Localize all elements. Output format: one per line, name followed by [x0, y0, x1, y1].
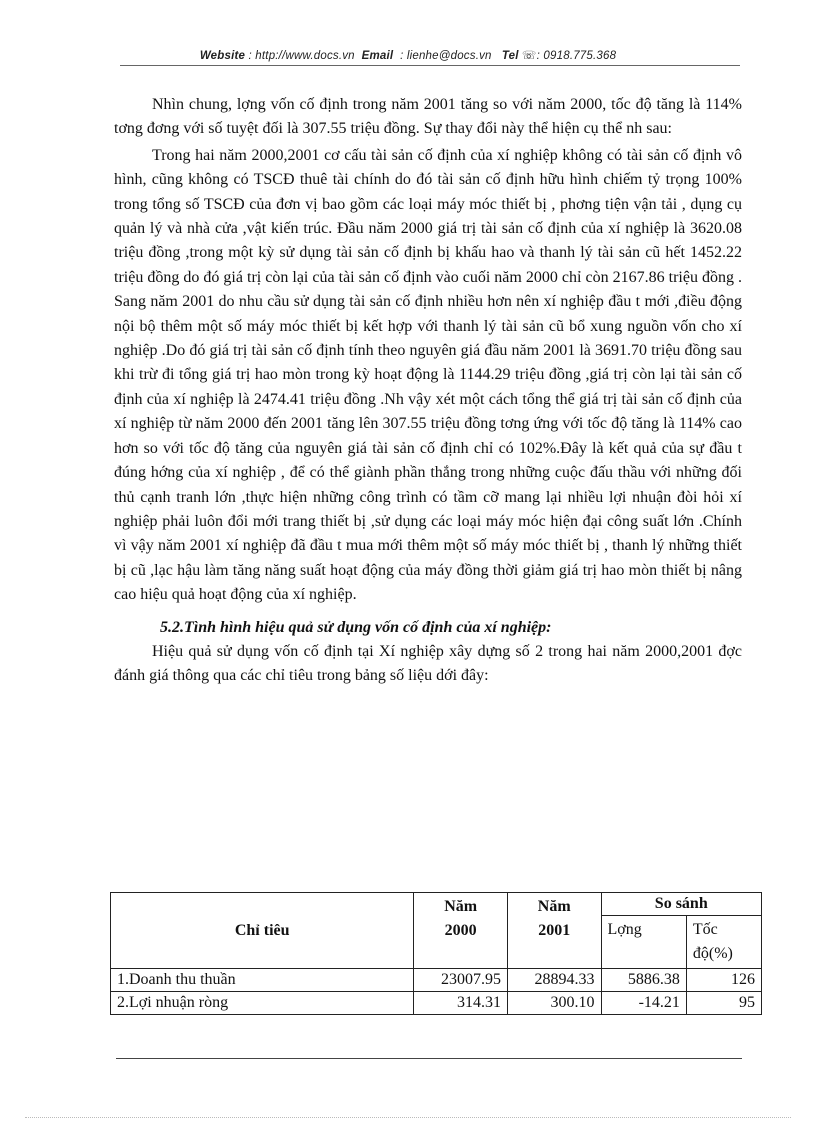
paragraph-2: Trong hai năm 2000,2001 cơ cấu tài sản cố định của xí nghiệp không có tài sản cố định vô hình, cũng không có TSCĐ thuê tài chính do đó tài sản cố định hữu hình chiếm tỷ trọng 100% trong tổng số TSCĐ của đơn vị bao gồm các loại máy móc thiết bị , phơng tiện vận tải , dụng cụ quản lý và nhà cửa ,vật kiến trúc. Đầu năm 2000 giá trị tài sản cố định của xí nghiệp là 3620.08 triệu đồng ,trong một kỳ sử dụng tài sản cố định bị khấu hao và thanh lý tài sản cũ hết 1452.22 triệu đồng do đó giá trị còn lại của tài sản cố định vào cuối năm 2000 chỉ còn 2167.86 triệu đồng . Sang năm 2001 do nhu cầu sử dụng tài sản cố định nhiều hơn nên xí nghiệp đầu t mới ,điều động nội bộ thêm một số máy móc thiết bị kết hợp với thanh lý tài sản cũ bổ xung nguồn vốn cho xí nghiệp .Do đó giá trị tài sản cố định tính theo nguyên giá đầu năm 2001 là 3691.70 triệu đồng sau khi trừ đi tổng giá trị hao mòn trong kỳ hoạt động là 1144.29 triệu đồng ,giá trị còn lại tài sản cố định của xí nghiệp là 2474.41 triệu đồng .Nh vậy xét một cách tổng thể giá trị tài sản cố định của xí nghiệp từ năm 2000 đến 2001 tăng lên 307.55 triệu đồng tơng ứng với tốc độ tăng là 114% cao hơn so với tốc độ tăng của nguyên giá tài sản cố định chỉ có 102%.Đây là kết quả của sự đầu t đúng hớng của xí nghiệp , để có thể giành phần thắng trong những cuộc đấu thầu với những đối thủ cạnh tranh lớn ,thực hiện những công trình có tầm cỡ mang lại nhiều lợi nhuận đòi hỏi xí nghiệp phải luôn đổi mới trang thiết bị ,sử dụng các loại máy móc hiện đại công suất lớn .Chính vì vậy năm 2001 xí nghiệp đã đầu t mua mới thêm một số máy móc thiết bị , thanh lý những thiết bị cũ ,lạc hậu làm tăng năng suất hoạt động của máy đồng thời giảm giá trị hao mòn thiết bị nâng cao hiệu quả hoạt động của xí nghiệp. — [114, 146, 742, 604]
section-paragraph: Hiệu quả sử dụng vốn cố định tại Xí nghiệp xây dựng số 2 trong hai năm 2000,2001 đợc đánh giá thông qua các chỉ tiêu trong bảng số liệu dới đây: — [114, 642, 742, 685]
website-url: : http://www.docs.vn — [248, 50, 355, 62]
footer-divider — [116, 1058, 742, 1059]
table-row — [111, 992, 762, 1015]
header-year-2001 — [507, 893, 601, 969]
header-year-2001-value: 2001 — [538, 922, 571, 939]
header-divider — [120, 65, 740, 66]
row-name: 2.Lợi nhuận ròng — [111, 992, 414, 1015]
row-rate: 95 — [686, 992, 761, 1015]
header-year-2001-label: Năm — [537, 898, 571, 915]
tel-label: Tel — [501, 50, 519, 62]
page-header — [0, 48, 816, 62]
row-value-2001: 300.10 — [507, 992, 601, 1015]
header-rate-line1: Tốc — [692, 921, 718, 938]
row-value-2001: 28894.33 — [507, 969, 601, 992]
paragraph-1: Nhìn chung, lợng vốn cố định trong năm 2001 tăng so với năm 2000, tốc độ tăng là 114% tơng đơng với số tuyệt đối là 307.55 triệu đồng. Sự thay đổi này thể hiện cụ thể nh sau: — [114, 96, 742, 138]
document-body — [114, 93, 742, 689]
header-rate — [686, 916, 761, 969]
header-comparison: So sánh — [601, 893, 761, 916]
row-amount: 5886.38 — [601, 969, 686, 992]
fixed-capital-efficiency-table — [110, 892, 762, 1015]
email-label: Email — [361, 50, 394, 62]
page-edge-dots — [25, 1117, 791, 1118]
header-amount: Lợng — [601, 916, 686, 969]
row-amount: -14.21 — [601, 992, 686, 1015]
website-label: Website — [199, 50, 246, 62]
row-value-2000: 314.31 — [414, 992, 508, 1015]
table-header-row — [111, 893, 762, 916]
header-indicator: Chỉ tiêu — [111, 893, 414, 969]
row-value-2000: 23007.95 — [414, 969, 508, 992]
tel-number: : 0918.775.368 — [536, 50, 617, 62]
telephone-icon: ☏ — [522, 50, 537, 62]
table-row — [111, 969, 762, 992]
row-name: 1.Doanh thu thuần — [111, 969, 414, 992]
header-year-2000-label: Năm — [444, 898, 478, 915]
header-year-2000 — [414, 893, 508, 969]
row-rate: 126 — [686, 969, 761, 992]
header-year-2000-value: 2000 — [444, 922, 477, 939]
header-rate-line2: độ(%) — [692, 945, 733, 962]
section-title: 5.2.Tình hình hiệu quả sử dụng vốn cố định của xí nghiệp: — [160, 618, 552, 636]
email-address: : lienhe@docs.vn — [400, 50, 492, 62]
